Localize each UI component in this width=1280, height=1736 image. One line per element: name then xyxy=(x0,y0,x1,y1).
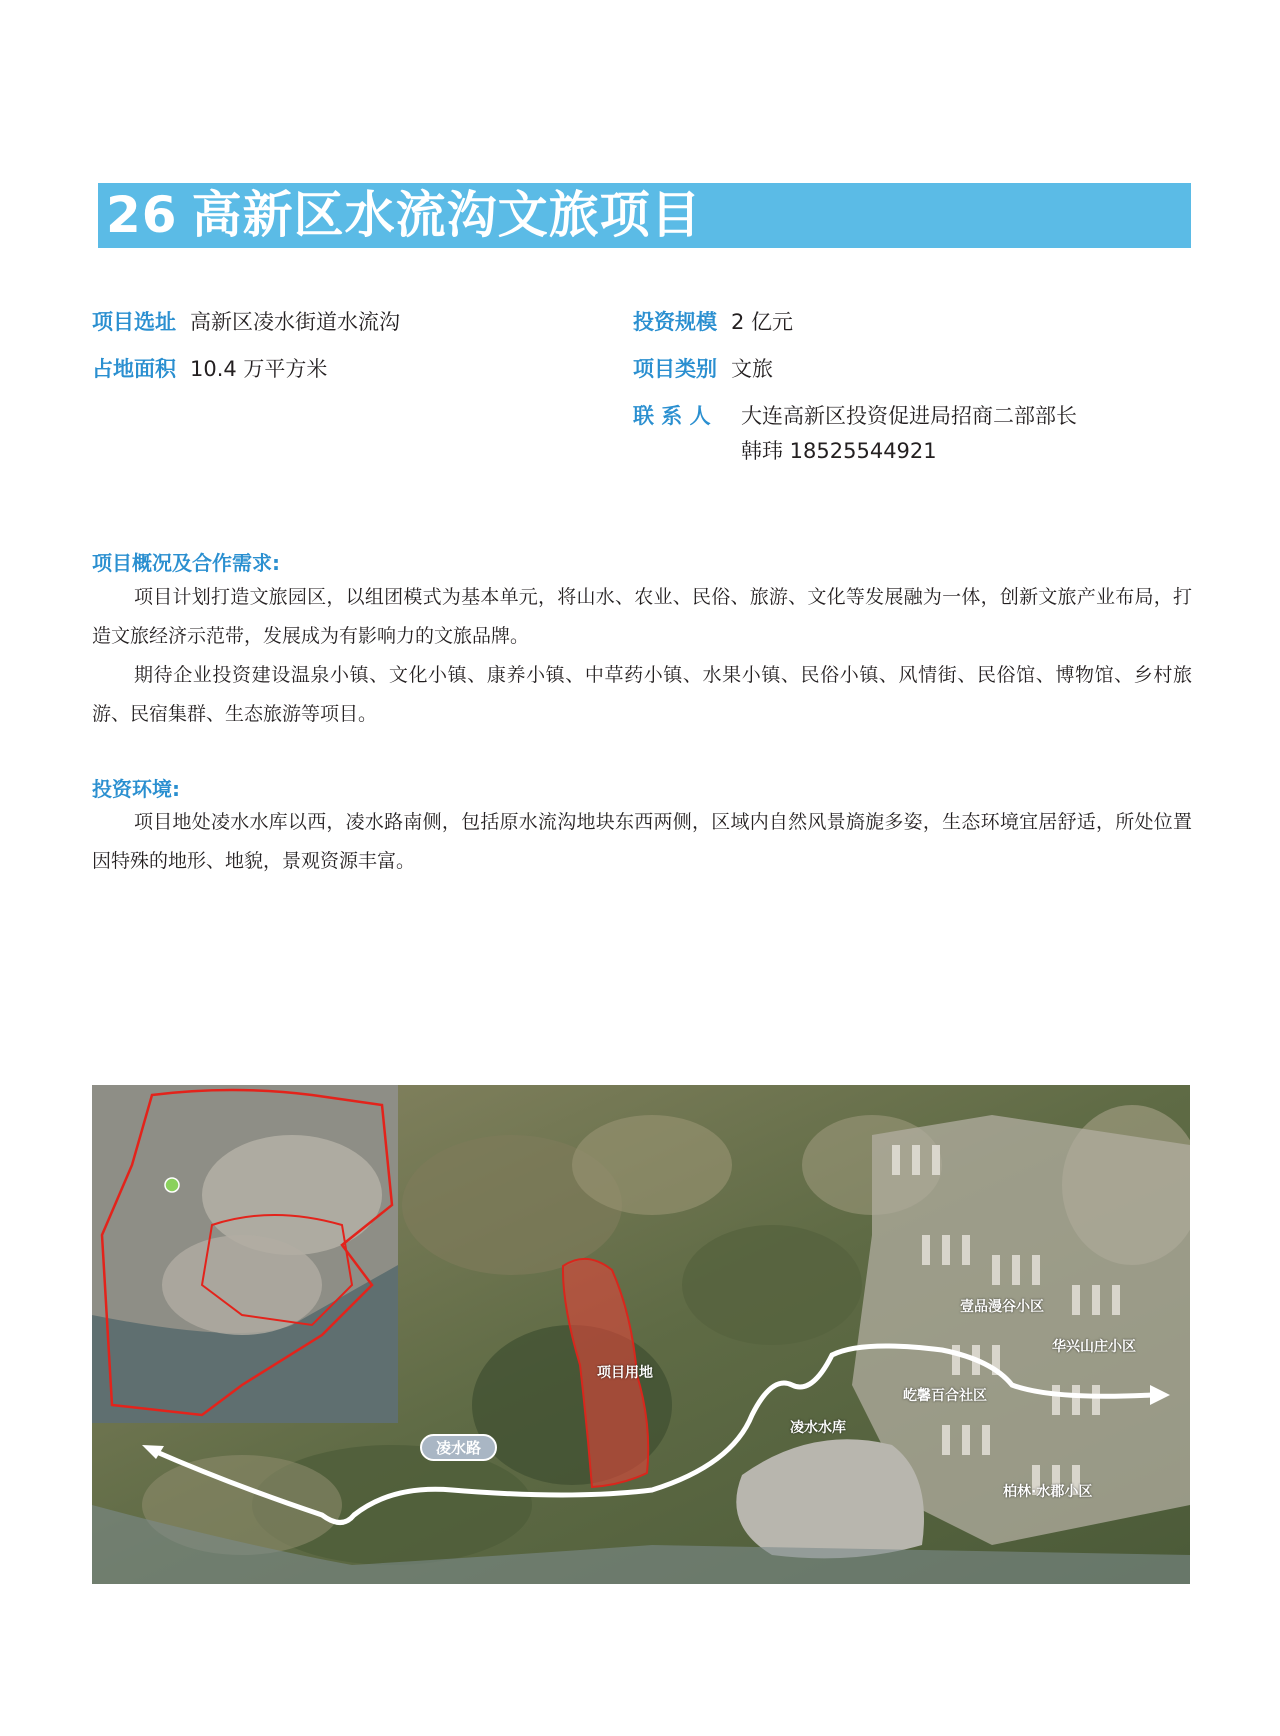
info-value: 大连高新区投资促进局招商二部部长 xyxy=(741,404,1077,428)
inset-map-graphic xyxy=(92,1085,398,1423)
info-label: 投资规模 xyxy=(633,310,717,334)
info-value: 高新区凌水街道水流沟 xyxy=(190,310,400,334)
page-title xyxy=(106,186,702,244)
map-label-project-site: 项目用地 xyxy=(597,1365,653,1381)
satellite-map xyxy=(92,1085,1190,1584)
project-title: 高新区水流沟文旅项目 xyxy=(191,186,702,244)
info-value: 文旅 xyxy=(731,357,773,381)
info-label: 联 系 人 xyxy=(633,404,711,428)
inset-map xyxy=(92,1085,398,1423)
environment-paragraph: 项目地处凌水水库以西，凌水路南侧，包括原水流沟地块东西两侧，区域内自然风景旖旎多姿，生态环境宜居舒适，所处位置因特殊的地形、地貌，景观资源丰富。 xyxy=(92,811,1192,872)
map-label-community-4: 柏林·水郡小区 xyxy=(1003,1484,1093,1500)
map-label-community-1: 壹品漫谷小区 xyxy=(960,1299,1044,1315)
info-contact xyxy=(633,402,1077,430)
map-label-community-2: 华兴山庄小区 xyxy=(1052,1339,1136,1355)
location-marker-icon xyxy=(165,1178,179,1192)
overview-heading: 项目概况及合作需求: xyxy=(92,551,280,575)
info-label: 占地面积 xyxy=(92,357,176,381)
map-label-community-3: 屹馨百合社区 xyxy=(903,1388,987,1404)
overview-paragraph-2: 期待企业投资建设温泉小镇、文化小镇、康养小镇、中草药小镇、水果小镇、民俗小镇、风情街、民俗馆、博物馆、乡村旅游、民宿集群、生态旅游等项目。 xyxy=(92,664,1192,725)
environment-heading: 投资环境: xyxy=(92,777,180,801)
map-label-reservoir: 凌水水库 xyxy=(790,1420,846,1436)
info-value: 2 亿元 xyxy=(731,310,794,334)
info-label: 项目类别 xyxy=(633,357,717,381)
info-area xyxy=(92,355,327,383)
overview-paragraph-1: 项目计划打造文旅园区，以组团模式为基本单元，将山水、农业、民俗、旅游、文化等发展融为一体，创新文旅产业布局，打造文旅经济示范带，发展成为有影响力的文旅品牌。 xyxy=(92,586,1192,647)
info-category xyxy=(633,355,773,383)
info-scale xyxy=(633,308,793,336)
contact-name-phone: 韩玮 18525544921 xyxy=(741,439,937,463)
project-number: 26 xyxy=(106,186,178,244)
info-location xyxy=(92,308,400,336)
title-bar xyxy=(92,183,1191,248)
info-value: 10.4 万平方米 xyxy=(190,357,328,381)
map-label-road: 凌水路 xyxy=(420,1434,497,1461)
info-label: 项目选址 xyxy=(92,310,176,334)
